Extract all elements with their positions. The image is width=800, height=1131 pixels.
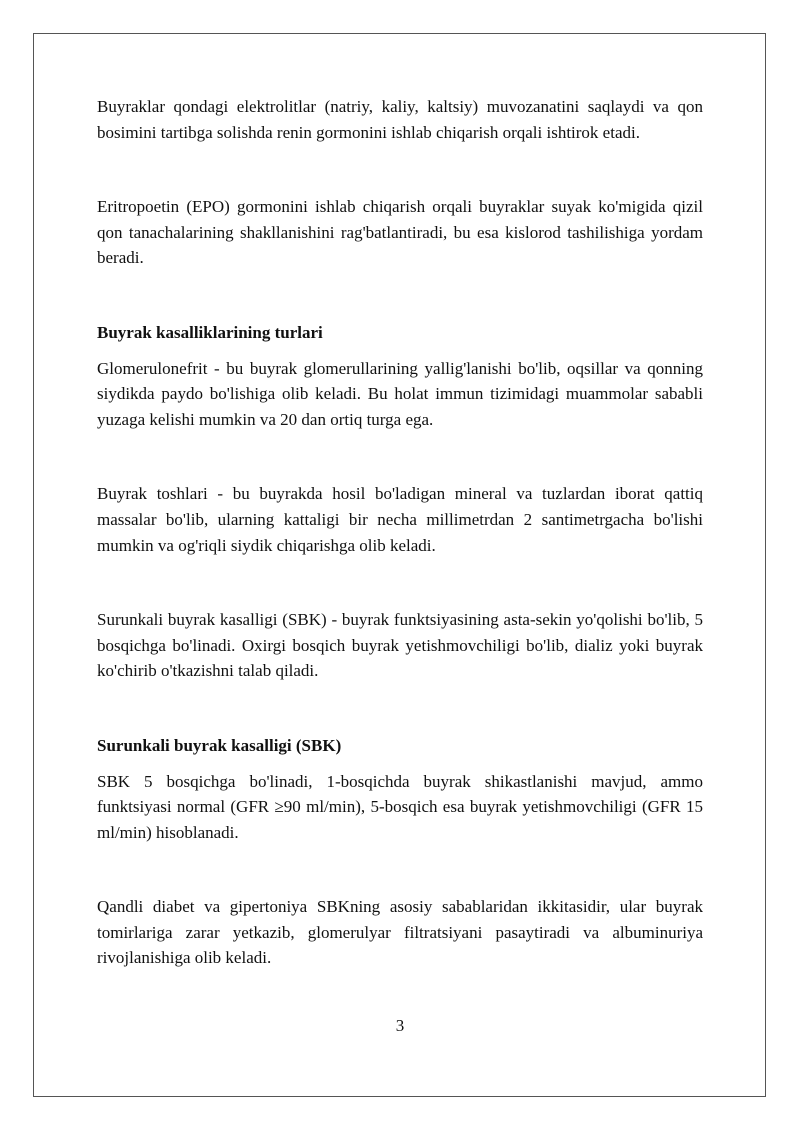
- paragraph-sbk-causes: Qandli diabet va gipertoniya SBKning asosiy sabablaridan ikkitasidir, ular buyrak tomirlariga zarar yetkazib, glomerulyar filtratsiyani pasaytiradi va albuminuriya rivojlanishiga olib keladi.: [97, 897, 703, 968]
- paragraph-chronic-kidney-disease: Surunkali buyrak kasalligi (SBK) - buyrak funktsiyasining asta-sekin yo'qolishi bo'lib, 5 bosqichga bo'linadi. Oxirgi bosqich buyrak yetishmovchiligi bo'lib, dializ yoki buyrak ko'chirib o'tkazishni talab qiladi.: [97, 610, 703, 681]
- document-body: [97, 94, 703, 971]
- heading-sbk: Surunkali buyrak kasalligi (SBK): [97, 735, 342, 755]
- paragraph-erythropoietin: Eritropoetin (EPO) gormonini ishlab chiqarish orqali buyraklar suyak ko'migida qizil qon tanachalarining shakllanishini rag'batlantiradi, bu esa kislorod tashilishiga yordam beradi.: [97, 197, 703, 268]
- paragraph-sbk-stages: SBK 5 bosqichga bo'linadi, 1-bosqichda buyrak shikastlanishi mavjud, ammo funktsiyasi normal (GFR ≥90 ml/min), 5-bosqich esa buyrak yetishmovchiligi (GFR 15 ml/min) hisoblanadi.: [97, 771, 703, 842]
- heading-disease-types: Buyrak kasalliklarining turlari: [97, 322, 323, 342]
- paragraph-kidney-stones: Buyrak toshlari - bu buyrakda hosil bo'ladigan mineral va tuzlardan iborat qattiq massalar bo'lib, ularning kattaligi bir necha millimetrdan 2 santimetrgacha bo'lishi mumkin va og'riqli siydik chiqarishga olib keladi.: [97, 484, 703, 555]
- paragraph-electrolytes: Buyraklar qondagi elektrolitlar (natriy, kaliy, kaltsiy) muvozanatini saqlaydi va qon bosimini tartibga solishda renin gormonini ishlab chiqarish orqali ishtirok etadi.: [97, 97, 703, 142]
- page-number: 3: [395, 1016, 405, 1035]
- paragraph-glomerulonephritis: Glomerulonefrit - bu buyrak glomerullarining yallig'lanishi bo'lib, oqsillar va qonning siydikda paydo bo'lishiga olib keladi. Bu holat immun tizimidagi muammolar sababli yuzaga kelishi mumkin va 20 dan ortiq turga ega.: [97, 358, 703, 429]
